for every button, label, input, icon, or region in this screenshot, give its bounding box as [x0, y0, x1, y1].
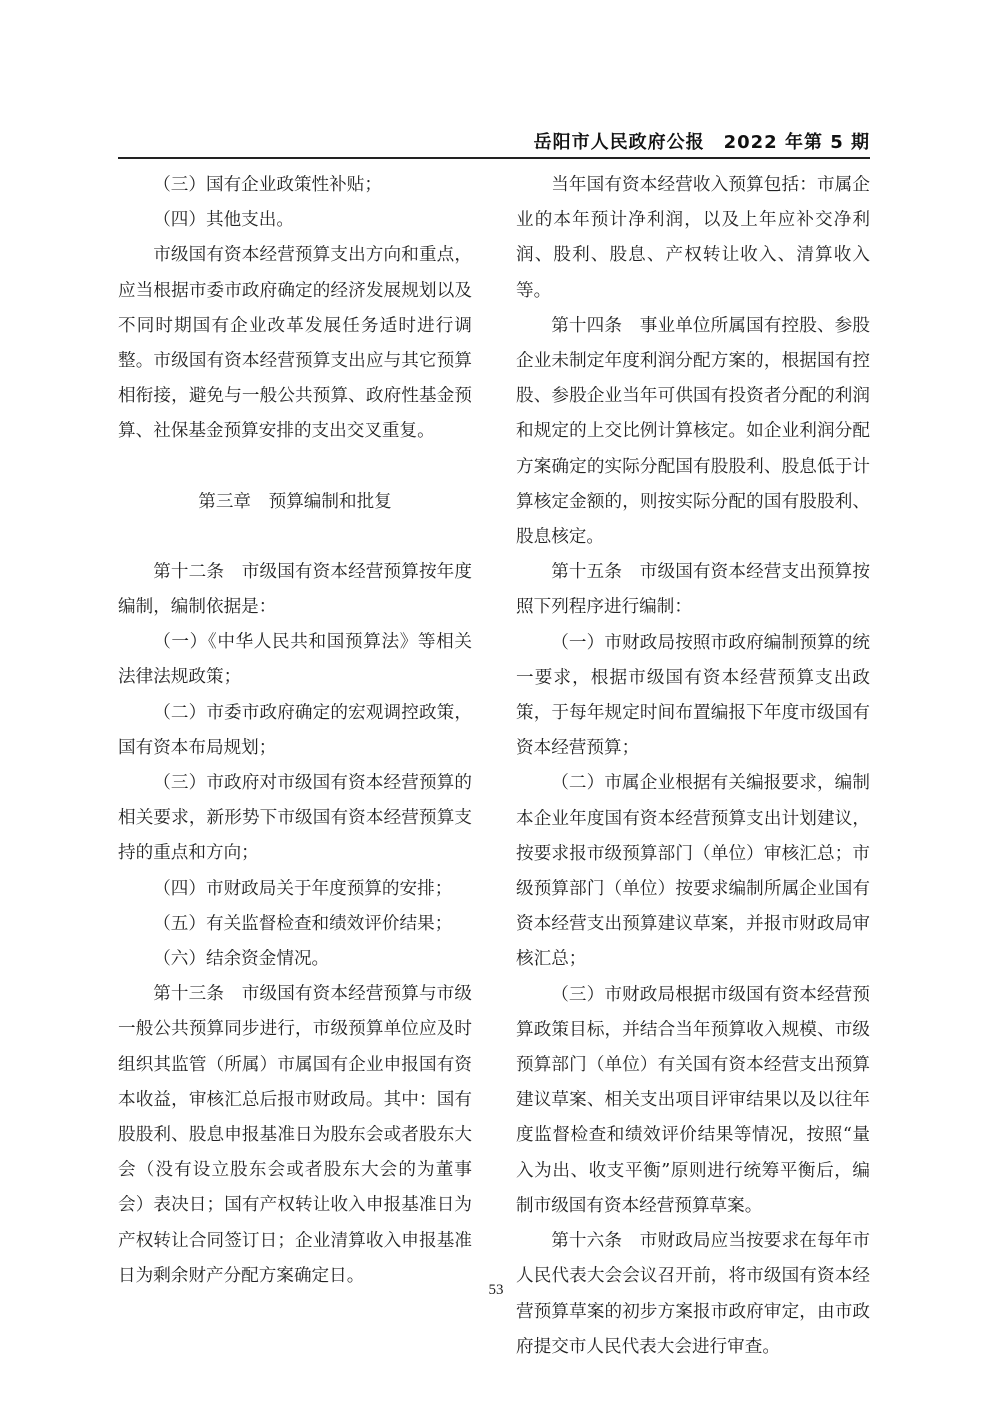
- paragraph: 当年国有资本经营收入预算包括：市属企业的本年预计净利润，以及上年应补交净利润、股利、股息、产权转让收入、清算收入等。: [516, 175, 870, 301]
- paragraph: （一）《中华人民共和国预算法》等相关法律法规政策；: [118, 632, 472, 688]
- right-column: [516, 168, 870, 1365]
- paragraph: （四）市财政局关于年度预算的安排；: [153, 878, 453, 899]
- left-column: [118, 168, 472, 1294]
- paragraph: （四）其他支出。: [153, 210, 294, 231]
- paragraph: 第十三条 市级国有资本经营预算与市级一般公共预算同步进行，市级预算单位应及时组织其监管（所属）市属国有企业申报国有资本收益，审核汇总后报市财政局。其中：国有股股利、股息申报基准日为股东会或者股东大会（没有设立股东会或者股东大会的为董事会）表决日；国有产权转让收入申报基准日为产权转让合同签订日；企业清算收入申报基准日为剩余财产分配方案确定日。: [118, 984, 472, 1286]
- header-divider: [118, 157, 870, 159]
- page-header: [118, 128, 870, 158]
- paragraph: 第十五条 市级国有资本经营支出预算按照下列程序进行编制：: [516, 562, 870, 618]
- paragraph: 市级国有资本经营预算支出方向和重点，应当根据市委市政府确定的经济发展规划以及不同时期国有企业改革发展任务适时进行调整。市级国有资本经营预算支出应与其它预算相衔接，避免与一般公共预算、政府性基金预算、社保基金预算安排的支出交叉重复。: [118, 245, 472, 442]
- paragraph: （五）有关监督检查和绩效评价结果；: [153, 913, 453, 934]
- paragraph: （一）市财政局按照市政府编制预算的统一要求，根据市级国有资本经营预算支出政策，于每年规定时间布置编报下年度市级国有资本经营预算；: [516, 632, 870, 759]
- paragraph: （二）市委市政府确定的宏观调控政策，国有资本布局规划；: [118, 702, 472, 758]
- paragraph: （六）结余资金情况。: [153, 949, 330, 970]
- page-number: 53: [488, 1282, 504, 1298]
- paragraph: 第十四条 事业单位所属国有控股、参股企业未制定年度利润分配方案的，根据国有控股、参股企业当年可供国有投资者分配的利润和规定的上交比例计算核定。如企业利润分配方案确定的实际分配国有股股利、股息低于计算核定金额的，则按实际分配的国有股股利、股息核定。: [516, 315, 870, 548]
- paragraph: 第十二条 市级国有资本经营预算按年度编制，编制依据是：: [118, 561, 472, 618]
- chapter-heading: 第三章 预算编制和批复: [198, 491, 392, 512]
- paragraph: （二）市属企业根据有关编报要求，编制本企业年度国有资本经营预算支出计划建议，按要求报市级预算部门（单位）审核汇总；市级预算部门（单位）按要求编制所属企业国有资本经营支出预算建议草案，并报市财政局审核汇总；: [516, 773, 870, 970]
- paragraph: （三）国有企业政策性补贴；: [153, 175, 382, 195]
- paragraph: （三）市财政局根据市级国有资本经营预算政策目标，并结合当年预算收入规模、市级预算部门（单位）有关国有资本经营支出预算建议草案、相关支出项目评审结果以及以往年度监督检查和绩效评价结果等情况，按照“量入为出、收支平衡”原则进行统筹平衡后，编制市级国有资本经营预算草案。: [516, 984, 870, 1216]
- publication-title: 岳阳市人民政府公报 2022 年第 5 期: [533, 132, 870, 153]
- paragraph: （三）市政府对市级国有资本经营预算的相关要求，新形势下市级国有资本经营预算支持的重点和方向；: [118, 773, 472, 864]
- paragraph: 第十六条 市财政局应当按要求在每年市人民代表大会会议召开前，将市级国有资本经营预算草案的初步方案报市政府审定，由市政府提交市人民代表大会进行审查。: [516, 1231, 870, 1357]
